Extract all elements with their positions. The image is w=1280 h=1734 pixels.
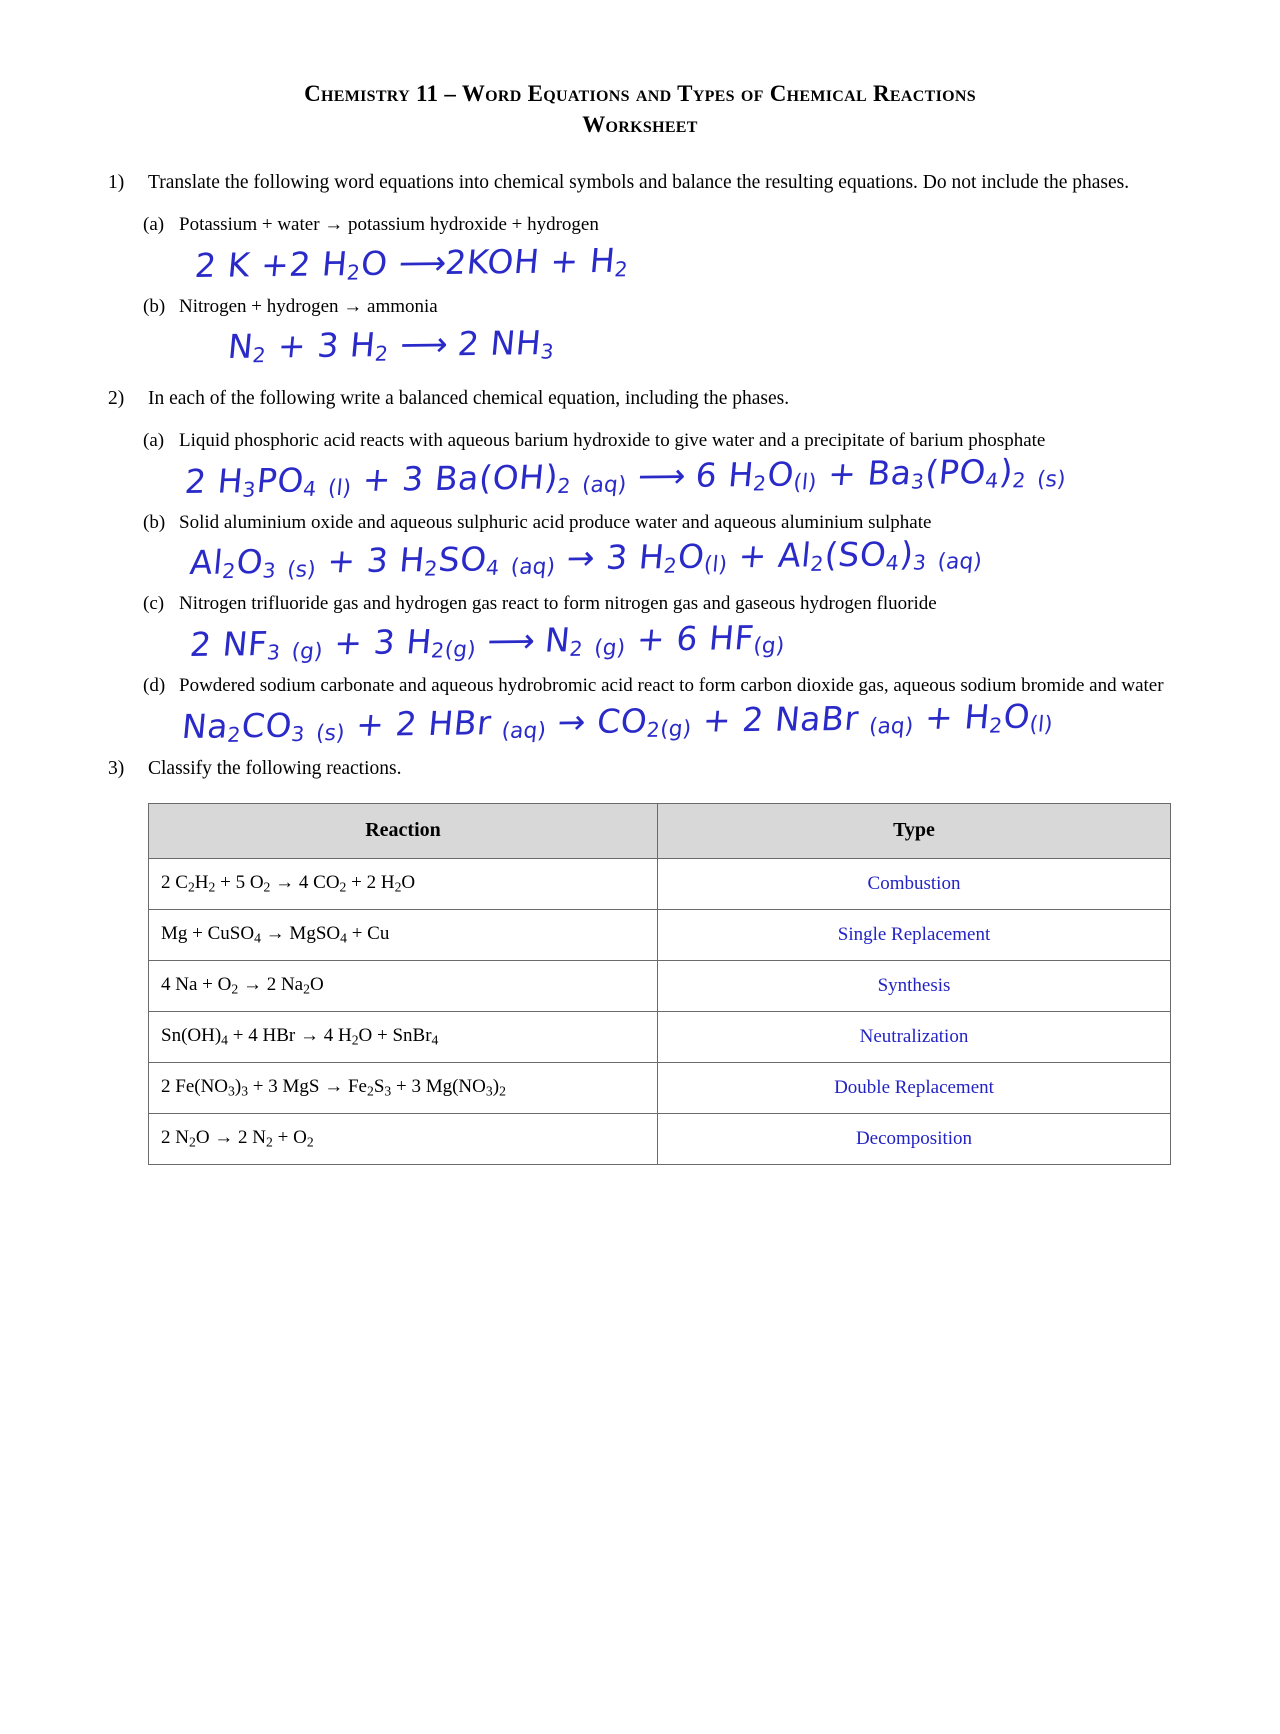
question-3-number: 3) [108, 757, 125, 779]
answer-1a-row [193, 240, 1280, 287]
table-row [149, 1011, 1171, 1062]
question-2c-prompt: Nitrogen trifluoride gas and hydrogen gas react to form nitrogen gas and gaseous hydrogen fluoride [179, 593, 937, 615]
question-2 [108, 386, 1185, 411]
cell-reaction: $Sn(OH)_4 + 4$ HBr → 4 $H_2O$ + SnBr$_4$ [149, 1011, 658, 1062]
question-3 [108, 756, 1185, 781]
question-2c [143, 592, 1190, 617]
question-1b [143, 295, 1190, 320]
question-1b-prompt: Nitrogen + hydrogen → ammonia [179, 295, 438, 317]
answer-2d-row [180, 696, 1280, 748]
table-header-row [149, 803, 1171, 858]
question-3-prompt: Classify the following reactions. [148, 757, 402, 779]
table-row [149, 960, 1171, 1011]
title-line-1: Chemistry 11 – Word Equations and Types of Chemical Reactions [304, 81, 976, 106]
question-2b-prompt: Solid aluminium oxide and aqueous sulphuric acid produce water and aqueous aluminium sulphate [179, 511, 932, 533]
cell-reaction: 2 $N_2O \to 2$ $N_2 + O_2$ [149, 1113, 658, 1164]
cell-type: Neutralization [658, 1011, 1171, 1062]
question-1-prompt: Translate the following word equations into chemical symbols and balance the resulting equations. Do not include the phases. [148, 172, 1130, 194]
question-1 [108, 170, 1185, 195]
table-row [149, 858, 1171, 909]
question-2d-label: (d) [143, 674, 166, 696]
handwritten-answer-1b: $N_2 + 3$ $H_2$ ⟶ 2 $NH_3$ [226, 323, 556, 368]
question-2b-label: (b) [143, 511, 166, 533]
question-2-number: 2) [108, 387, 125, 409]
question-2d [143, 674, 1190, 699]
question-2d-prompt: Powdered sodium carbonate and aqueous hydrobromic acid react to form carbon dioxide gas, aqueous sodium bromide and water [179, 674, 1164, 696]
handwritten-answer-2a: 2 $H_3PO_4$ (l) + 3 $Ba(OH)_2$ (aq) ⟶ 6 $H_2O(l) + Ba_3(PO_4)_2$ (s) [183, 451, 1067, 502]
question-2a-prompt: Liquid phosphoric acid reacts with aqueous barium hydroxide to give water and a precipitate of barium phosphate [179, 430, 1046, 452]
question-2a-label: (a) [143, 430, 165, 452]
table-header-reaction: Reaction [149, 803, 658, 858]
question-2-prompt: In each of the following write a balanced chemical equation, including the phases. [148, 387, 790, 409]
worksheet-page [0, 78, 1280, 1734]
question-1-number: 1) [108, 172, 125, 194]
cell-type: Combustion [658, 858, 1171, 909]
cell-type: Decomposition [658, 1113, 1171, 1164]
cell-reaction: Mg + CuSO$_4$ → MgSO$_4$ + Cu [149, 909, 658, 960]
answer-2a-row [183, 451, 1280, 503]
classify-table [148, 803, 1171, 1165]
title-line-2: Worksheet [582, 112, 698, 138]
classify-table-wrap [148, 803, 1120, 1165]
classify-table-body [149, 858, 1171, 1164]
table-row [149, 909, 1171, 960]
answer-2b-row [188, 534, 1280, 584]
table-row [149, 1113, 1171, 1164]
table-header-type: Type [658, 803, 1171, 858]
cell-reaction: 4 $Na + O_2 \to 2$ $Na_2O$ [149, 960, 658, 1011]
cell-type: Single Replacement [658, 909, 1171, 960]
cell-reaction: 2 $C_2H_2 + 5$ $O_2 \to 4$ $CO_2 + 2$ $H_2O$ [149, 858, 658, 909]
question-1a-label: (a) [143, 214, 165, 236]
question-1a [143, 213, 1190, 238]
handwritten-answer-2b: $Al_2O_3$ (s) + 3 $H_2SO_4$ (aq) → 3 $H_2O(l) + Al_2(SO_4)_3$ (aq) [188, 534, 983, 584]
cell-type: Synthesis [658, 960, 1171, 1011]
answer-2c-row [188, 618, 1280, 666]
question-2a [143, 429, 1190, 454]
cell-type: Double Replacement [658, 1062, 1171, 1113]
question-1b-label: (b) [143, 295, 166, 317]
handwritten-answer-2d: $Na_2CO_3$ (s) + 2 HBr $(aq) \to CO_2(g) + 2$ NaBr $(aq) + H_2O(l)$ [180, 696, 1054, 747]
table-row [149, 1062, 1171, 1113]
page-title [140, 78, 1140, 140]
question-1a-prompt: Potassium + water → potassium hydroxide + hydrogen [179, 214, 599, 236]
handwritten-answer-1a: 2 K +2 $H_2O$ ⟶2KOH + $H_2$ [193, 240, 630, 286]
question-2c-label: (c) [143, 593, 165, 615]
answer-1b-row [226, 323, 1280, 368]
cell-reaction: 2 $Fe(NO_3)_3 + 3$ MgS → $Fe_2S_3 + 3$ $Mg(NO_3)_2$ [149, 1062, 658, 1113]
handwritten-answer-2c: 2 $NF_3$ (g) + 3 $H_2(g)$ ⟶ $N_2$ (g) + 6 HF(g) [188, 618, 786, 665]
